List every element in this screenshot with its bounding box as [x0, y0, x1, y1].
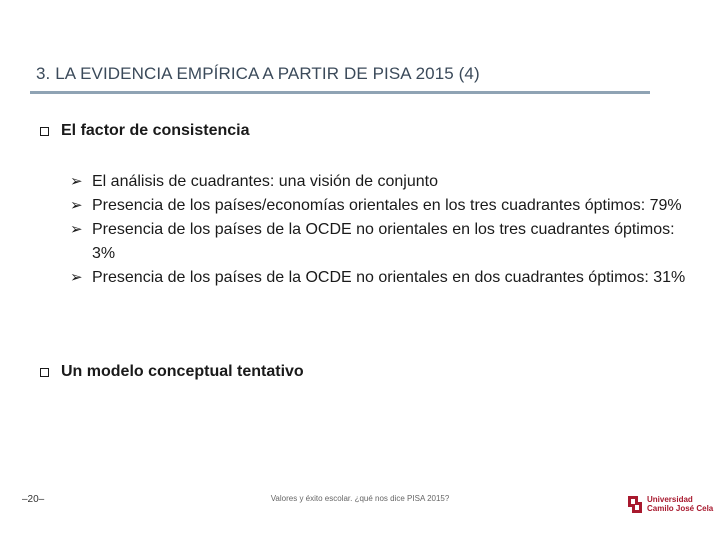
main-bullet-label: El factor de consistencia	[61, 122, 250, 139]
sub-bullet-text: El análisis de cuadrantes: una visión de conjunto	[92, 173, 438, 190]
logo-line-1: Universidad	[647, 495, 693, 504]
university-logo	[626, 492, 720, 516]
logo-line-2: Camilo José Cela	[647, 504, 714, 513]
arrowhead-icon: ➢	[70, 173, 83, 190]
arrowhead-icon: ➢	[70, 221, 83, 238]
university-logo-icon	[626, 493, 644, 515]
footer-text: Valores y éxito escolar. ¿qué nos dice PISA 2015?	[270, 494, 450, 503]
sub-bullet-item	[70, 194, 690, 218]
main-bullet-label: Un modelo conceptual tentativo	[61, 363, 304, 380]
checkbox-square-icon	[40, 368, 49, 377]
sub-bullet-item	[70, 170, 690, 194]
title-underline	[30, 91, 650, 94]
page-number: –20–	[22, 494, 45, 505]
sub-bullet-text: Presencia de los países de la OCDE no orientales en dos cuadrantes óptimos: 31%	[92, 269, 686, 286]
logo-wordmark	[647, 495, 713, 513]
arrowhead-icon: ➢	[70, 269, 83, 286]
checkbox-square-icon	[40, 127, 49, 136]
main-bullet-consistency	[40, 122, 250, 140]
main-bullet-model	[40, 363, 304, 381]
sub-bullet-item	[70, 218, 690, 266]
sub-bullet-text: Presencia de los países/economías orientales en los tres cuadrantes óptimos: 79%	[92, 197, 682, 214]
sub-bullet-text: Presencia de los países de la OCDE no orientales en los tres cuadrantes óptimos: 3%	[92, 221, 675, 262]
sub-bullet-list	[70, 170, 690, 290]
arrowhead-icon: ➢	[70, 197, 83, 214]
sub-bullet-item	[70, 266, 690, 290]
slide-title: 3. LA EVIDENCIA EMPÍRICA A PARTIR DE PISA 2015 (4)	[36, 64, 480, 83]
